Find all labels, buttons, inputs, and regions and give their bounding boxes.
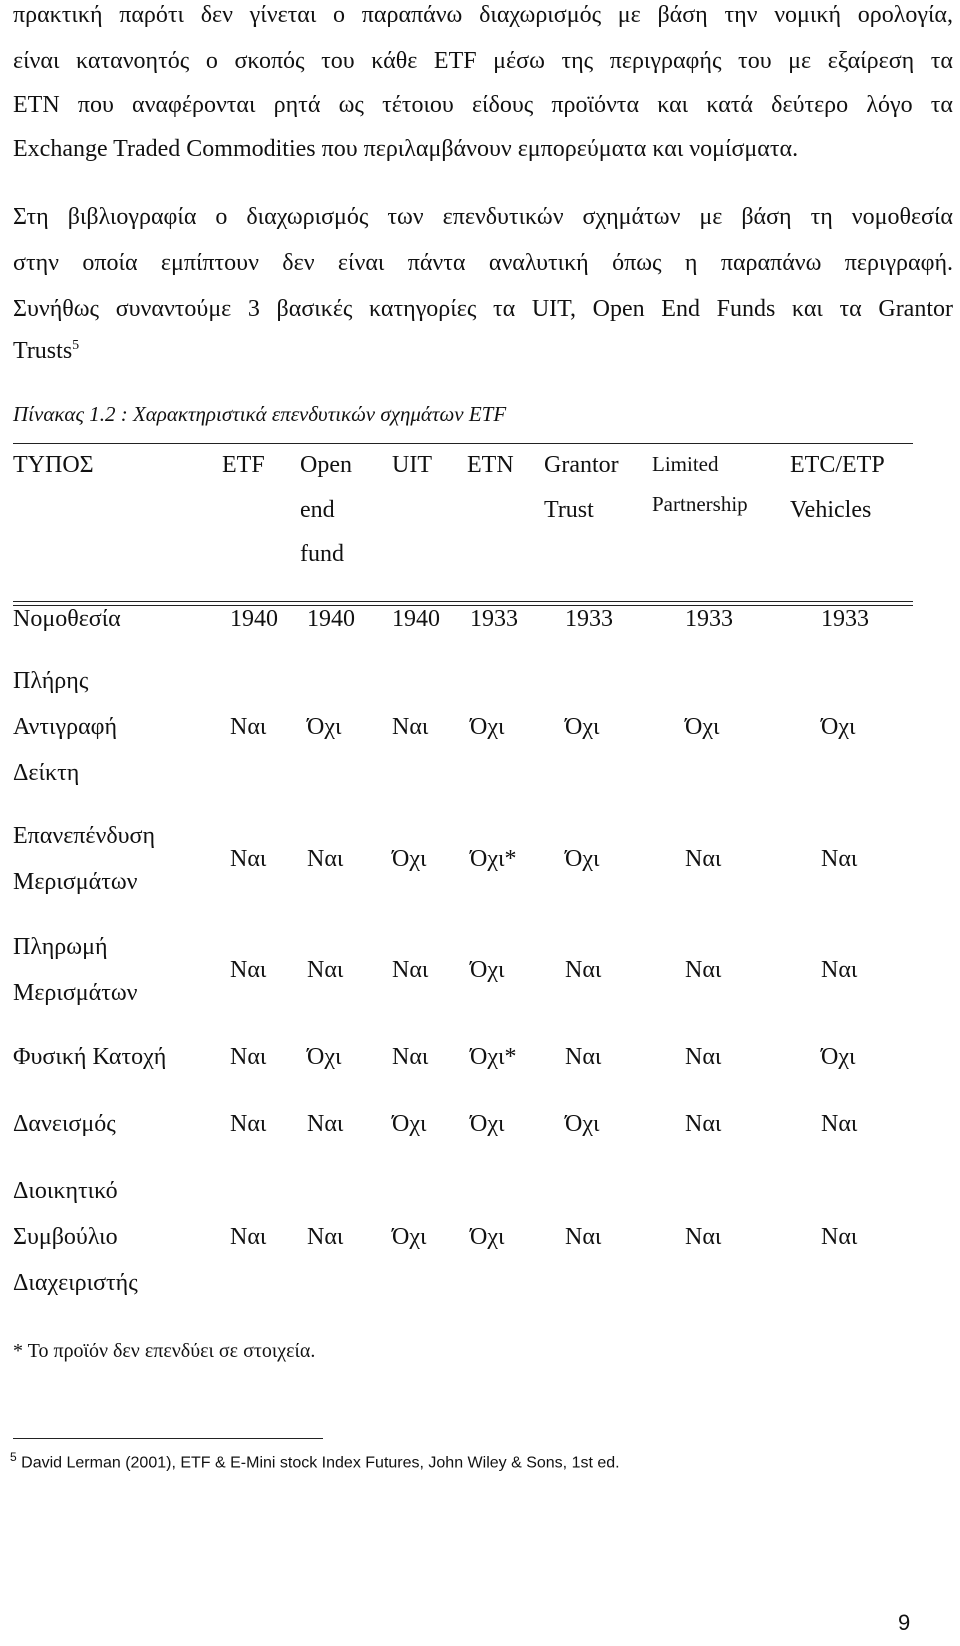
- cell-etn: Όχι: [470, 714, 505, 740]
- header-etf: ETF: [222, 452, 265, 478]
- cell-etn: Όχι: [470, 957, 505, 983]
- cell-etc-etp: Ναι: [821, 957, 858, 983]
- cell-etn: Όχι: [470, 1111, 505, 1137]
- cell-etn: Όχι*: [470, 1044, 517, 1070]
- cell-open-end-fund: Ναι: [307, 957, 344, 983]
- header-type: ΤΥΠΟΣ: [13, 452, 94, 478]
- paragraph-line: στην οποία εμπίπτουν δεν είναι πάντα αναλυτική όπως η παραπάνω περιγραφή.: [13, 250, 953, 276]
- table-caption: Πίνακας 1.2 : Χαρακτηριστικά επενδυτικών σχημάτων ETF: [13, 402, 507, 426]
- page-number: 9: [898, 1610, 911, 1635]
- cell-limited-partnership: Ναι: [685, 1111, 722, 1137]
- header-etc-etp: ETC/ETP: [790, 452, 885, 478]
- cell-grantor-trust: 1933: [565, 606, 613, 632]
- cell-open-end-fund: 1940: [307, 606, 355, 632]
- cell-grantor-trust: Ναι: [565, 1224, 602, 1250]
- cell-etf: Ναι: [230, 957, 267, 983]
- header-open-end-fund: Open: [300, 452, 352, 478]
- footnote-ref: 5: [72, 338, 80, 353]
- cell-etc-etp: Ναι: [821, 1111, 858, 1137]
- cell-uit: 1940: [392, 606, 440, 632]
- cell-etf: 1940: [230, 606, 278, 632]
- footnote-rule: [13, 1438, 323, 1439]
- cell-limited-partnership: Όχι: [685, 714, 720, 740]
- header-uit: UIT: [392, 452, 432, 478]
- header-etc-etp: Vehicles: [790, 497, 872, 523]
- paragraph-text: Trusts: [13, 338, 73, 364]
- row-label: Επανεπένδυση: [13, 823, 156, 849]
- cell-etc-etp: Ναι: [821, 1224, 858, 1250]
- table-top-rule: [13, 443, 913, 444]
- cell-etf: Ναι: [230, 846, 267, 872]
- cell-grantor-trust: Ναι: [565, 957, 602, 983]
- header-rule: [13, 605, 913, 606]
- row-label: Πλήρης: [13, 668, 89, 694]
- paragraph-line: πρακτική παρότι δεν γίνεται ο παραπάνω διαχωρισμός με βάση την νομική ορολογία,: [13, 2, 953, 28]
- cell-etf: Ναι: [230, 1044, 267, 1070]
- paragraph-line: Exchange Traded Commodities που περιλαμβάνουν εμπορεύματα και νομίσματα.: [13, 136, 799, 162]
- header-grantor-trust: Grantor: [544, 452, 619, 478]
- cell-uit: Ναι: [392, 1044, 429, 1070]
- cell-open-end-fund: Ναι: [307, 846, 344, 872]
- cell-etc-etp: Όχι: [821, 1044, 856, 1070]
- footnote-mark: 5: [10, 1450, 17, 1464]
- row-label: Διοικητικό: [13, 1178, 118, 1204]
- cell-uit: Όχι: [392, 846, 427, 872]
- row-label: Συμβούλιο: [13, 1224, 118, 1250]
- cell-open-end-fund: Ναι: [307, 1224, 344, 1250]
- cell-etf: Ναι: [230, 1111, 267, 1137]
- cell-grantor-trust: Όχι: [565, 714, 600, 740]
- paragraph-line: είναι κατανοητός ο σκοπός του κάθε ETF μέσω της περιγραφής του με εξαίρεση τα: [13, 48, 953, 74]
- cell-uit: Όχι: [392, 1111, 427, 1137]
- cell-uit: Ναι: [392, 714, 429, 740]
- cell-etc-etp: Ναι: [821, 846, 858, 872]
- cell-etn: 1933: [470, 606, 518, 632]
- header-rule: [13, 601, 913, 602]
- header-limited-partnership: Limited: [652, 452, 719, 476]
- cell-limited-partnership: Ναι: [685, 846, 722, 872]
- paragraph-line: Συνήθως συναντούμε 3 βασικές κατηγορίες τα UIT, Open End Funds και τα Grantor: [13, 296, 953, 322]
- footnote-text: David Lerman (2001), ETF & E-Mini stock Index Futures, John Wiley & Sons, 1st ed.: [21, 1454, 620, 1472]
- table-note: * Το προϊόν δεν επενδύει σε στοιχεία.: [13, 1340, 316, 1362]
- cell-etf: Ναι: [230, 714, 267, 740]
- cell-etn: Όχι*: [470, 846, 517, 872]
- cell-etf: Ναι: [230, 1224, 267, 1250]
- header-open-end-fund: end: [300, 497, 335, 523]
- row-label: Διαχειριστής: [13, 1270, 138, 1296]
- row-label: Μερισμάτων: [13, 980, 138, 1006]
- row-label: Δείκτη: [13, 760, 80, 786]
- row-label: Πληρωμή: [13, 934, 108, 960]
- header-open-end-fund: fund: [300, 541, 344, 567]
- cell-grantor-trust: Όχι: [565, 1111, 600, 1137]
- row-label: Φυσική Κατοχή: [13, 1044, 167, 1070]
- paragraph-line: Στη βιβλιογραφία ο διαχωρισμός των επενδυτικών σχημάτων με βάση τη νομοθεσία: [13, 204, 953, 230]
- header-grantor-trust: Trust: [544, 497, 594, 523]
- row-label: Μερισμάτων: [13, 869, 138, 895]
- cell-grantor-trust: Όχι: [565, 846, 600, 872]
- cell-open-end-fund: Όχι: [307, 1044, 342, 1070]
- row-label: Νομοθεσία: [13, 606, 121, 632]
- cell-etn: Όχι: [470, 1224, 505, 1250]
- cell-limited-partnership: Ναι: [685, 1044, 722, 1070]
- cell-limited-partnership: 1933: [685, 606, 733, 632]
- row-label: Αντιγραφή: [13, 714, 118, 740]
- cell-etc-etp: 1933: [821, 606, 869, 632]
- cell-open-end-fund: Ναι: [307, 1111, 344, 1137]
- cell-uit: Όχι: [392, 1224, 427, 1250]
- header-limited-partnership: Partnership: [652, 492, 748, 516]
- footnote: [10, 1450, 620, 1472]
- cell-etc-etp: Όχι: [821, 714, 856, 740]
- paragraph-line: ETN που αναφέρονται ρητά ως τέτοιου είδους προϊόντα και κατά δεύτερο λόγο τα: [13, 92, 953, 118]
- header-etn: ETN: [467, 452, 514, 478]
- paragraph-line: [13, 338, 79, 365]
- row-label: Δανεισμός: [13, 1111, 116, 1137]
- cell-limited-partnership: Ναι: [685, 957, 722, 983]
- cell-open-end-fund: Όχι: [307, 714, 342, 740]
- cell-uit: Ναι: [392, 957, 429, 983]
- cell-limited-partnership: Ναι: [685, 1224, 722, 1250]
- cell-grantor-trust: Ναι: [565, 1044, 602, 1070]
